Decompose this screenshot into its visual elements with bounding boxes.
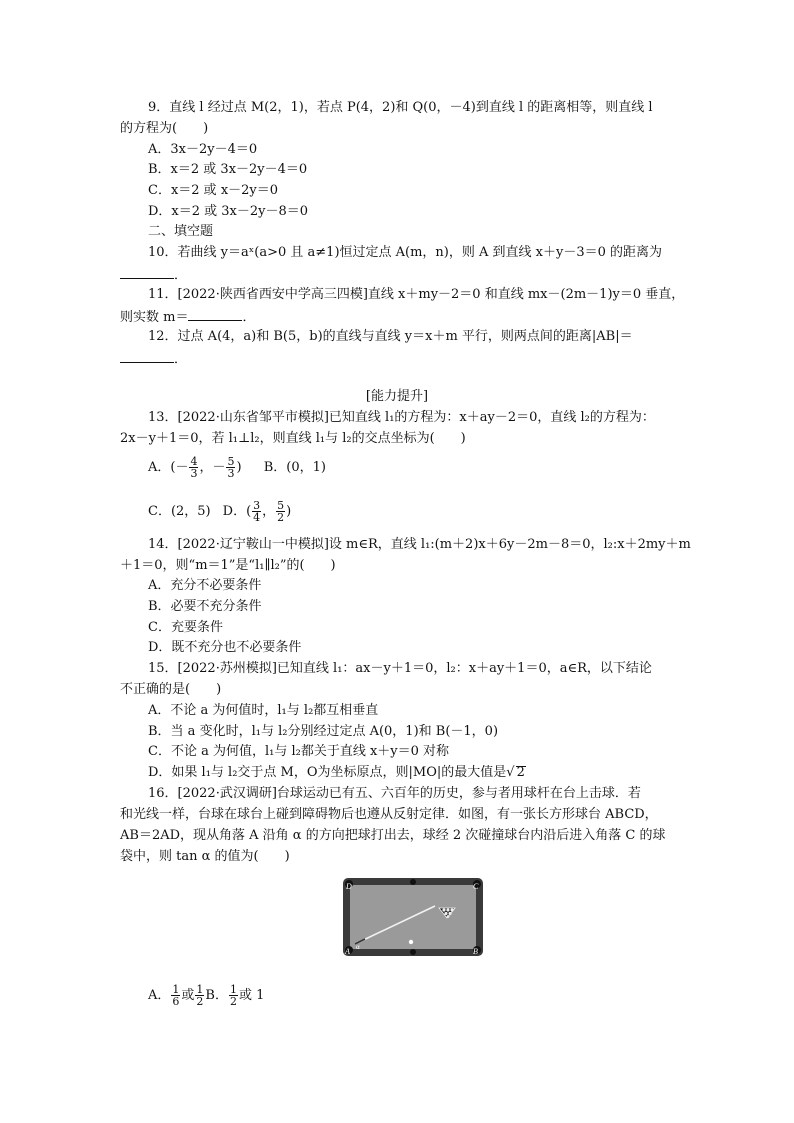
q13-options-ab: A．(－ $\frac{4}{3}$ ，－ $\frac{5}{3}$ ) B．(0，1) [148, 455, 326, 480]
q11-stem-line1: 11．[2022·陕西省西安中学高三四模]直线 x＋my－2＝0 和直线 mx－(2m－1)y＝0 垂直， [148, 287, 685, 302]
q10-stem-line2 [120, 266, 187, 284]
racked-ball [450, 908, 453, 911]
q11-prefix: 则实数 m＝ [120, 310, 189, 325]
q16-stem-line3: AB＝2AD，现从角落 A 沿角 α 的方向把球打出去，球经 2 次碰撞球台内沿后进入角落 C 的球 [120, 828, 666, 843]
fraction: $\frac{4}{3}$ [190, 455, 198, 480]
q9-stem-line2: 的方程为( ) [120, 121, 209, 136]
racked-ball [447, 915, 450, 918]
q12-stem-line1: 12．过点 A(4，a)和 B(5，b)的直线与直线 y＝x＋m 平行，则两点间的距离|AB|＝ [148, 329, 633, 344]
q13-stem-line2: 2x－y＋1＝0，若 l₁⊥l₂，则直线 l₁与 l₂的交点坐标为( ) [120, 431, 466, 446]
q12-period: ． [174, 352, 188, 367]
racked-ball [442, 908, 445, 911]
q15-option-b: B．当 a 变化时，l₁与 l₂分别经过定点 A(0，1)和 B(－1，0) [148, 724, 499, 739]
q15-option-c: C．不论 a 为何值，l₁与 l₂都关于直线 x＋y＝0 对称 [148, 744, 450, 759]
q10-answer-blank[interactable] [120, 266, 174, 279]
q16-stem-line1: 16．[2022·武汉调研]台球运动已有五、六百年的历史，参与者用球杆在台上击球．若 [148, 786, 641, 801]
q14-stem-line1: 14．[2022·辽宁鞍山一中模拟]设 m∈R，直线 l₁:(m＋2)x＋6y－2m－8＝0，l₂:x＋2my＋m [148, 537, 691, 552]
cue-ball [409, 940, 413, 944]
q14-option-a: A．充分不必要条件 [148, 578, 262, 593]
racked-ball [444, 912, 447, 915]
q10-period: ． [174, 268, 188, 283]
q15-option-d: D．如果 l₁与 l₂交于点 M，O为坐标原点，则|MO|的最大值是√ 2 [148, 765, 525, 780]
q16-option-a-label: A． [148, 988, 171, 1003]
q9-option-b: B．x＝2 或 3x－2y－4＝0 [148, 162, 308, 177]
q14-stem-line2: ＋1＝0，则“m＝1”是“l₁∥l₂”的( ) [120, 558, 336, 573]
q16-option-b-label: B． [205, 988, 228, 1003]
q11-answer-blank[interactable] [188, 308, 242, 321]
corner-label-b: B [473, 947, 478, 956]
fraction: $\frac{5}{2}$ [277, 499, 285, 524]
q12-answer-blank[interactable] [120, 350, 174, 363]
corner-label-c: C [473, 882, 479, 891]
q10-stem-line1: 10．若曲线 y＝aˣ(a>0 且 a≠1)恒过定点 A(m，n)，则 A 到直线 x＋y－3＝0 的距离为 [148, 245, 663, 260]
q16-options: A． $\frac{1}{6}$ 或 $\frac{1}{2}$ B． $\frac{1}{2}$ 或 1 [148, 983, 265, 1008]
q13-option-d-label: D．( [222, 504, 252, 519]
fraction: $\frac{1}{2}$ [229, 983, 237, 1008]
q9-option-d: D．x＝2 或 3x－2y－8＝0 [148, 204, 309, 219]
q14-option-c: C．充要条件 [148, 620, 223, 635]
fraction: $\frac{3}{4}$ [253, 499, 261, 524]
q14-option-b: B．必要不充分条件 [148, 599, 262, 614]
q14-option-d: D．既不充分也不必要条件 [148, 640, 302, 655]
q16-stem-line4: 袋中，则 tan α 的值为( ) [120, 849, 290, 864]
q13-option-b: B．(0，1) [263, 460, 326, 475]
q16-stem-line2: 和光线一样，台球在球台上碰到障碍物后也遵从反射定律．如图，有一张长方形球台 ABCD， [120, 807, 658, 822]
fraction: $\frac{5}{3}$ [227, 455, 235, 480]
pocket [410, 949, 416, 955]
fraction: $\frac{1}{6}$ [172, 983, 180, 1008]
section-ability-heading: [能力提升] [365, 389, 429, 404]
section-fill-heading: 二、填空题 [148, 224, 214, 239]
sqrt-radicand: 2 [516, 765, 525, 780]
racked-ball [448, 912, 451, 915]
q13-stem-line1: 13．[2022·山东省邹平市模拟]已知直线 l₁的方程为：x＋ay－2＝0，直线 l₂的方程为： [148, 410, 655, 425]
racked-ball [446, 908, 449, 911]
q12-stem-line2 [120, 350, 187, 368]
q15-stem-line1: 15．[2022·苏州模拟]已知直线 l₁：ax－y＋1＝0，l₂：x＋ay＋1＝0，a∈R，以下结论 [148, 661, 652, 676]
q15-option-a: A．不论 a 为何值时，l₁与 l₂都互相垂直 [148, 703, 379, 718]
q15-stem-line2: 不正确的是( ) [120, 682, 222, 697]
q13-options-cd: C．(2，5) D．( $\frac{3}{4}$ ， $\frac{5}{2}$ ) [148, 499, 292, 524]
corner-label-d: D [346, 882, 352, 891]
q9-option-a: A．3x－2y－4＝0 [148, 142, 258, 157]
angle-label: α [356, 943, 360, 951]
pool-table-figure [343, 878, 483, 956]
pocket [410, 879, 416, 885]
q13-option-c: C．(2，5) [148, 504, 211, 519]
q9-option-c: C．x＝2 或 x－2y＝0 [148, 183, 279, 198]
fraction: $\frac{1}{2}$ [196, 983, 204, 1008]
q9-stem-line1: 9．直线 l 经过点 M(2，1)，若点 P(4，2)和 Q(0，－4)到直线 l 的距离相等，则直线 l [148, 100, 653, 115]
corner-label-a: A [345, 947, 350, 956]
q13-option-a-label: A．(－ [148, 460, 189, 475]
q11-period: ． [242, 310, 256, 325]
q11-stem-line2 [120, 308, 255, 326]
